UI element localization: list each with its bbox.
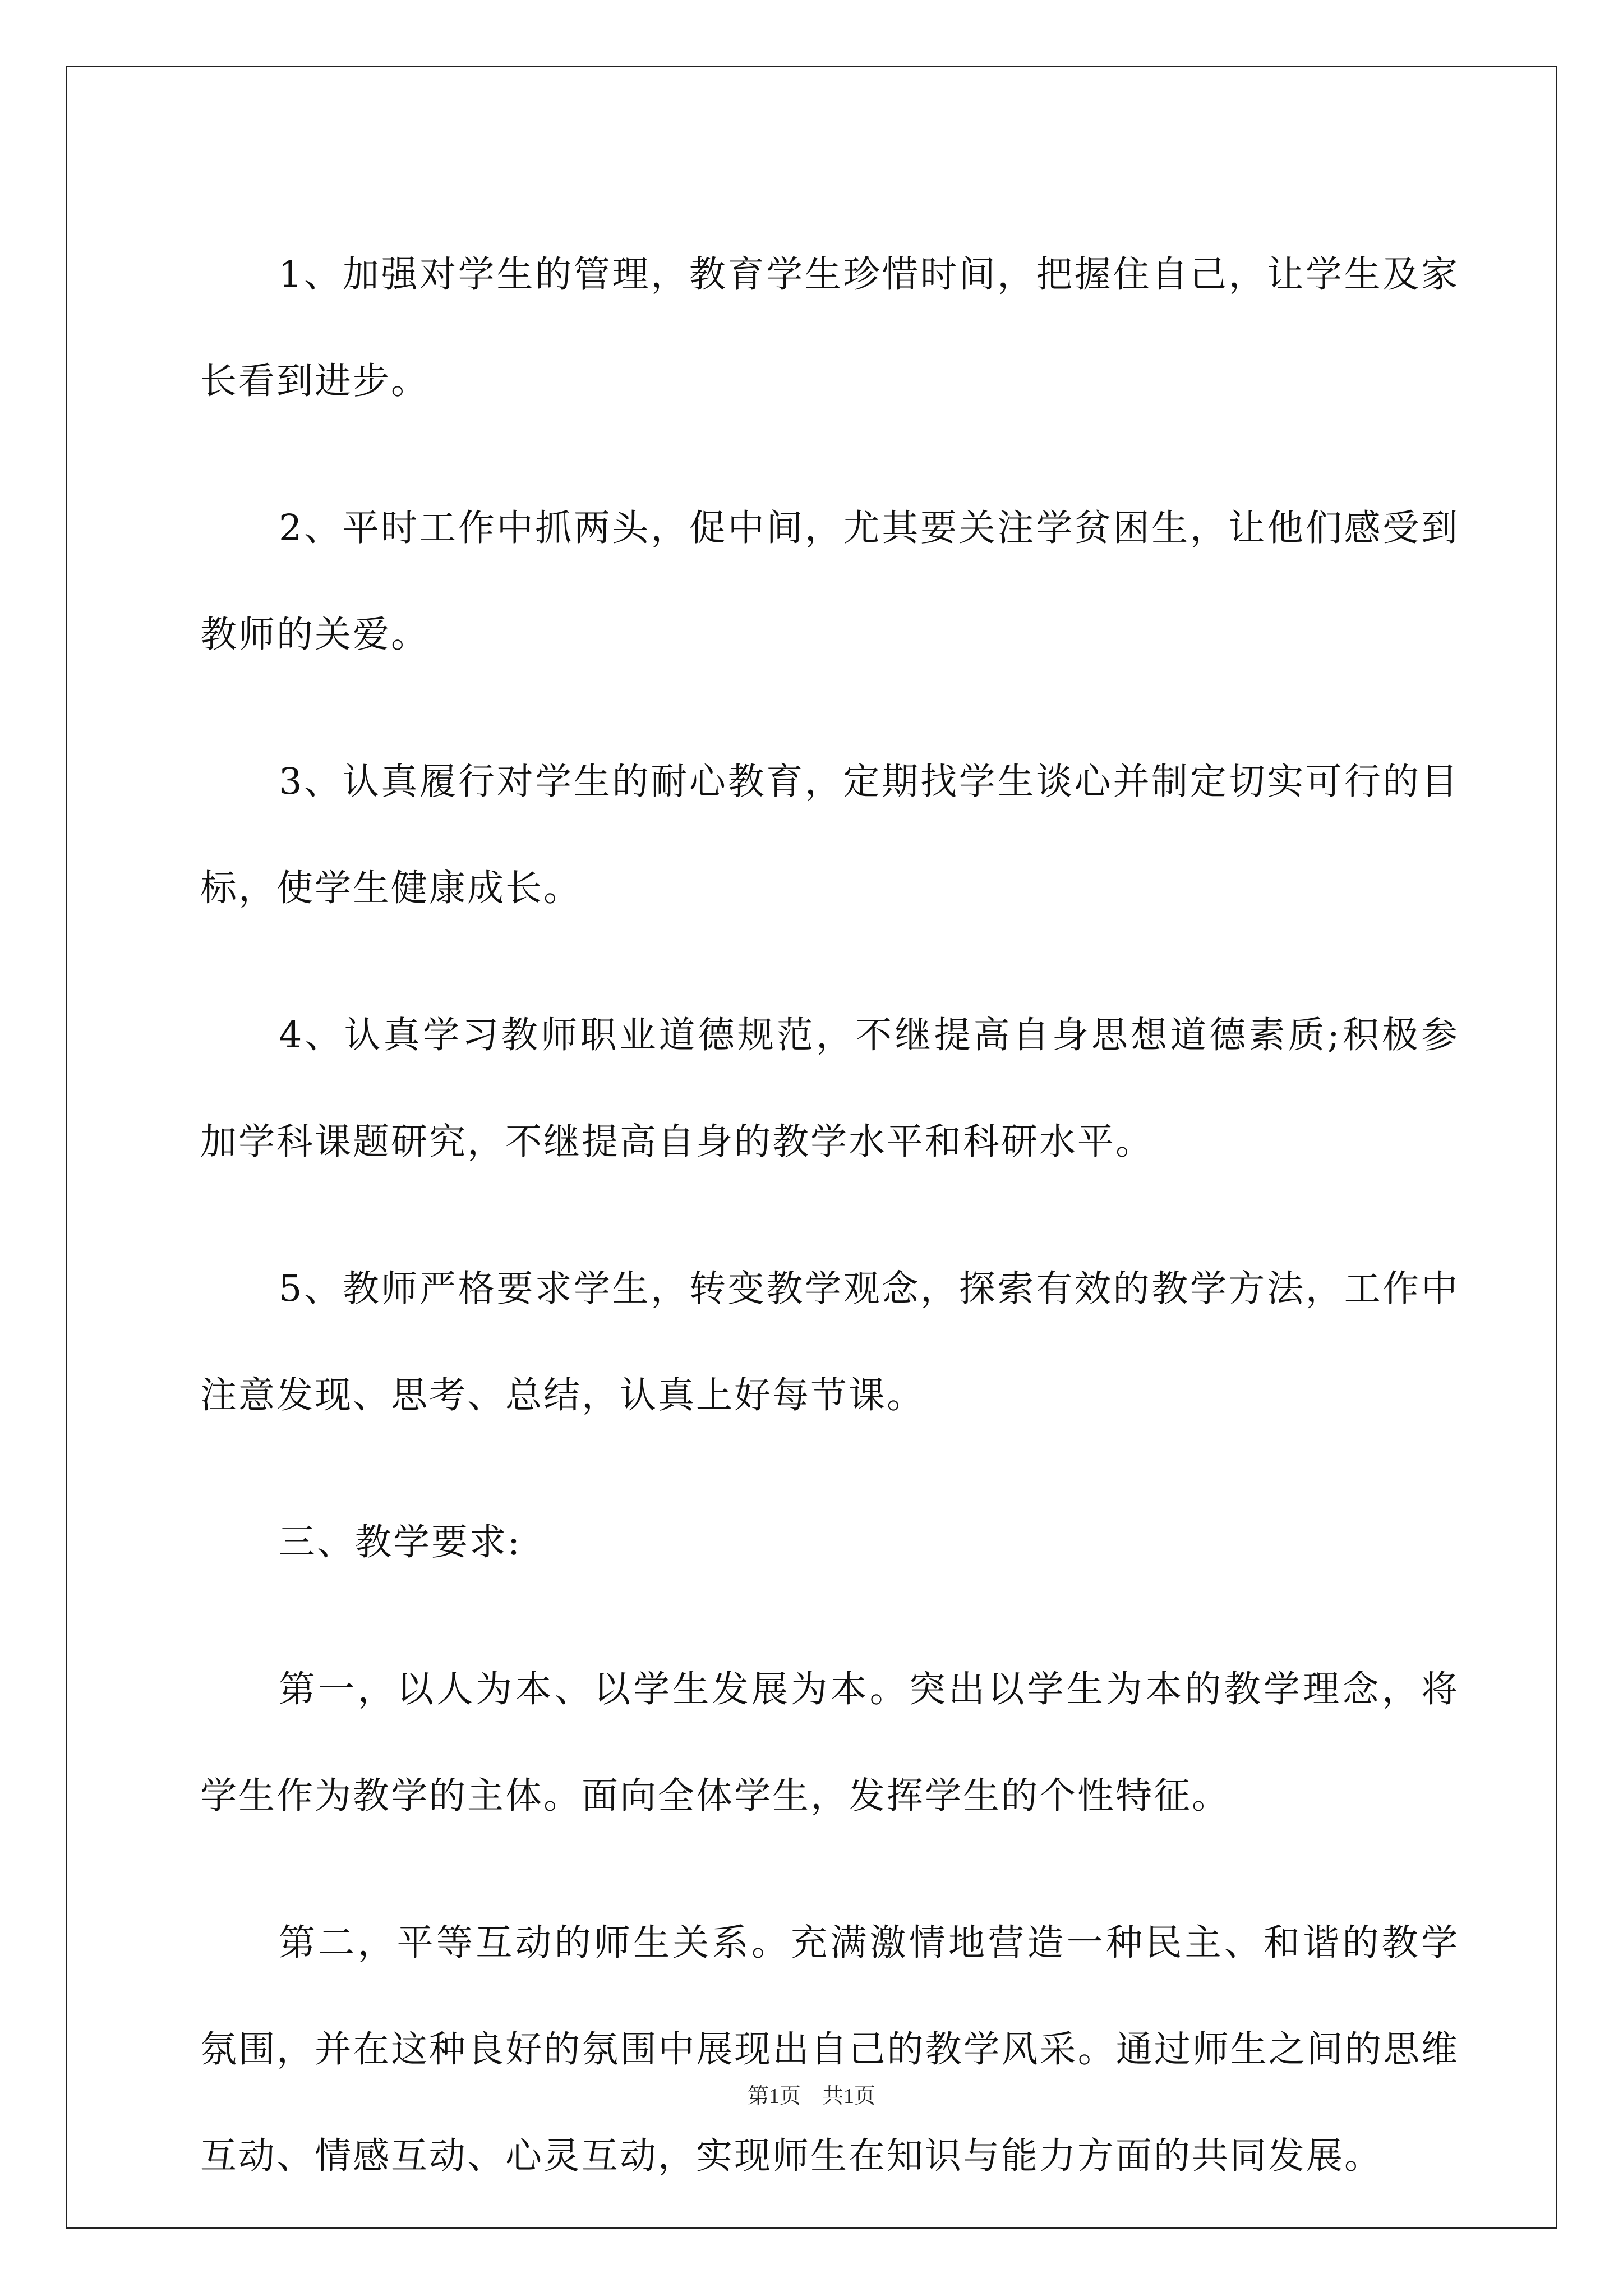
- paragraph-3: 3、认真履行对学生的耐心教育，定期找学生谈心并制定切实可行的目标，使学生健康成长。: [200, 761, 1459, 909]
- document-body: [200, 222, 1459, 2250]
- section-heading: 三、教学要求:: [279, 1521, 522, 1563]
- paragraph-1: 1、加强对学生的管理，教育学生珍惜时间，把握住自己，让学生及家长看到进步。: [200, 254, 1459, 402]
- paragraph-2: 2、平时工作中抓两头，促中间，尤其要关注学贫困生，让他们感受到教师的关爱。: [200, 507, 1459, 656]
- paragraph-second: 第二，平等互动的师生关系。充满激情地营造一种民主、和谐的教学氛围，并在这种良好的氛围中展现出自己的教学风采。通过师生之间的思维互动、情感互动、心灵互动，实现师生在知识与能力方面的共同发展。: [200, 1922, 1459, 2177]
- page-footer: 第1页 共1页: [747, 2085, 875, 2108]
- paragraph-4: 4、认真学习教师职业道德规范，不继提高自身思想道德素质;积极参加学科课题研究，不继提高自身的教学水平和科研水平。: [200, 1014, 1459, 1163]
- paragraph-first: 第一，以人为本、以学生发展为本。突出以学生为本的教学理念，将学生作为教学的主体。面向全体学生，发挥学生的个性特征。: [200, 1668, 1459, 1817]
- paragraph-5: 5、教师严格要求学生，转变教学观念，探索有效的教学方法，工作中注意发现、思考、总结，认真上好每节课。: [200, 1268, 1459, 1416]
